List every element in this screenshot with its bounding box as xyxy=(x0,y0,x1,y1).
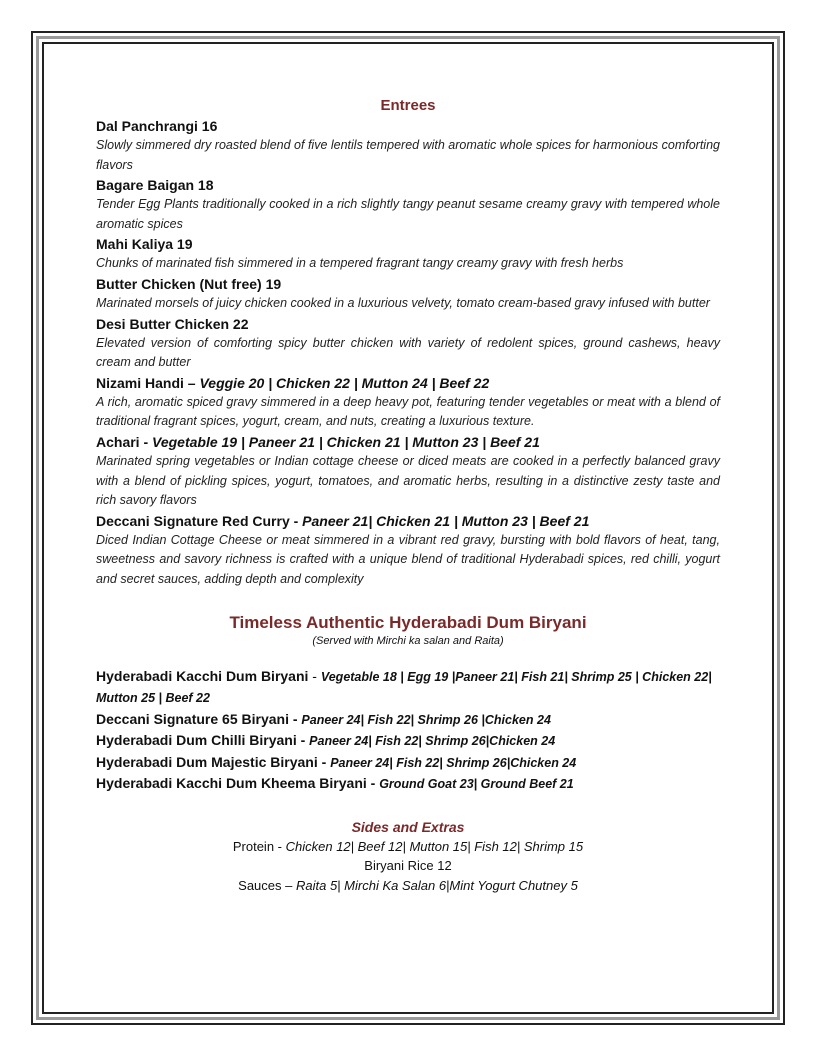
entrees-heading: Entrees xyxy=(380,97,436,114)
biryani-item xyxy=(96,709,720,731)
item-description: Chunks of marinated fish simmered in a tempered fragrant tangy creamy gravy with fresh herbs xyxy=(96,256,624,271)
item-name: Deccani Signature 65 Biryani - xyxy=(96,710,302,727)
item-description: A rich, aromatic spiced gravy simmered in a deep heavy pot, featuring tender vegetables or meat with a blend of traditional fragrant spices, yogurt, cream, and nuts, creating a luxurious texture. xyxy=(96,394,720,429)
item-name: Nizami Handi – xyxy=(96,374,200,391)
sides-rice: Biryani Rice 12 xyxy=(364,858,452,873)
item-name: Hyderabadi Dum Chilli Biryani - xyxy=(96,732,310,748)
item-options: Veggie 20 | Chicken 22 | Mutton 24 | Beef 22 xyxy=(199,374,490,391)
item-options: Paneer 24| Fish 22| Shrimp 26|Chicken 24 xyxy=(330,755,577,770)
biryani-item xyxy=(96,752,720,774)
item-title xyxy=(96,432,720,452)
menu-item xyxy=(96,373,720,432)
item-title xyxy=(96,511,720,531)
menu-item xyxy=(96,314,720,373)
item-separator: - xyxy=(308,667,321,684)
item-options: Paneer 24| Fish 22| Shrimp 26 |Chicken 24 xyxy=(301,712,551,727)
biryani-item xyxy=(96,666,720,709)
sides-heading: Sides and Extras xyxy=(351,818,465,835)
menu-item xyxy=(96,274,720,314)
item-options: Paneer 24| Fish 22| Shrimp 26|Chicken 24 xyxy=(309,734,556,748)
menu-item xyxy=(96,511,720,590)
biryani-heading: Timeless Authentic Hyderabadi Dum Biryani xyxy=(229,612,587,632)
item-title: Mahi Kaliya 19 xyxy=(96,236,193,253)
item-name: Achari - xyxy=(96,433,153,450)
item-title: Bagare Baigan 18 xyxy=(96,177,214,194)
sides-protein-label: Protein - xyxy=(232,838,286,854)
item-options: Vegetable 18 | Egg 19 |Paneer 21| Fish 21| Shrimp 25 | Chicken 22| Mutton 25 | Beef 22 xyxy=(96,669,712,705)
item-title: Butter Chicken (Nut free) 19 xyxy=(96,275,282,292)
sides-protein-items: Chicken 12| Beef 12| Mutton 15| Fish 12| Shrimp 15 xyxy=(285,838,584,854)
sides-sauces-label: Sauces – xyxy=(238,877,296,893)
menu-item xyxy=(96,175,720,234)
biryani-item xyxy=(96,773,720,795)
item-name: Hyderabadi Dum Majestic Biryani - xyxy=(96,753,331,770)
item-options: Vegetable 19 | Paneer 21 | Chicken 21 | Mutton 23 | Beef 21 xyxy=(152,433,540,450)
menu-item xyxy=(96,432,720,511)
item-name: Hyderabadi Kacchi Dum Kheema Biryani - xyxy=(96,775,380,791)
item-description: Diced Indian Cottage Cheese or meat simmered in a vibrant red gravy, bursting with bold flavors of heat, tang, sweetness and savory richness is crafted with a unique blend of traditional Hyderabadi spices, red chilli, yogurt and secret sauces, adding depth and complexity xyxy=(96,532,720,586)
item-name: Deccani Signature Red Curry - xyxy=(96,512,303,529)
menu-item xyxy=(96,234,720,274)
item-description: Elevated version of comforting spicy butter chicken with variety of redolent spices, ground cashews, heavy cream and butter xyxy=(96,335,720,370)
item-options: Paneer 21| Chicken 21 | Mutton 23 | Beef 21 xyxy=(302,512,590,529)
item-description: Tender Egg Plants traditionally cooked in a rich slightly tangy peanut sesame creamy gravy with tempered whole aromatic spices xyxy=(96,197,720,231)
item-name: Hyderabadi Kacchi Dum Biryani xyxy=(96,667,309,684)
item-description: Marinated morsels of juicy chicken cooked in a luxurious velvety, tomato cream-based gravy infused with butter xyxy=(96,295,710,310)
biryani-subtitle: (Served with Mirchi ka salan and Raita) xyxy=(312,634,504,647)
biryani-item xyxy=(96,730,720,752)
item-description: Marinated spring vegetables or Indian cottage cheese or diced meats are cooked in a perfectly balanced gravy with a blend of pickling spices, yogurt, tomatoes, and aromatic herbs, resulting in a distinctive zesty taste and rich savory flavors xyxy=(96,453,720,508)
sides-sauces xyxy=(96,876,720,896)
item-description: Slowly simmered dry roasted blend of five lentils tempered with aromatic whole spices for harmonious comforting flavors xyxy=(96,138,720,172)
item-title: Dal Panchrangi 16 xyxy=(96,118,218,134)
sides-sauces-items: Raita 5| Mirchi Ka Salan 6|Mint Yogurt Chutney 5 xyxy=(295,877,578,893)
item-title xyxy=(96,373,720,393)
item-title: Desi Butter Chicken 22 xyxy=(96,315,249,332)
sides-protein xyxy=(96,837,720,857)
item-options: Ground Goat 23| Ground Beef 21 xyxy=(379,777,574,791)
menu-content xyxy=(96,96,720,895)
menu-item xyxy=(96,116,720,175)
